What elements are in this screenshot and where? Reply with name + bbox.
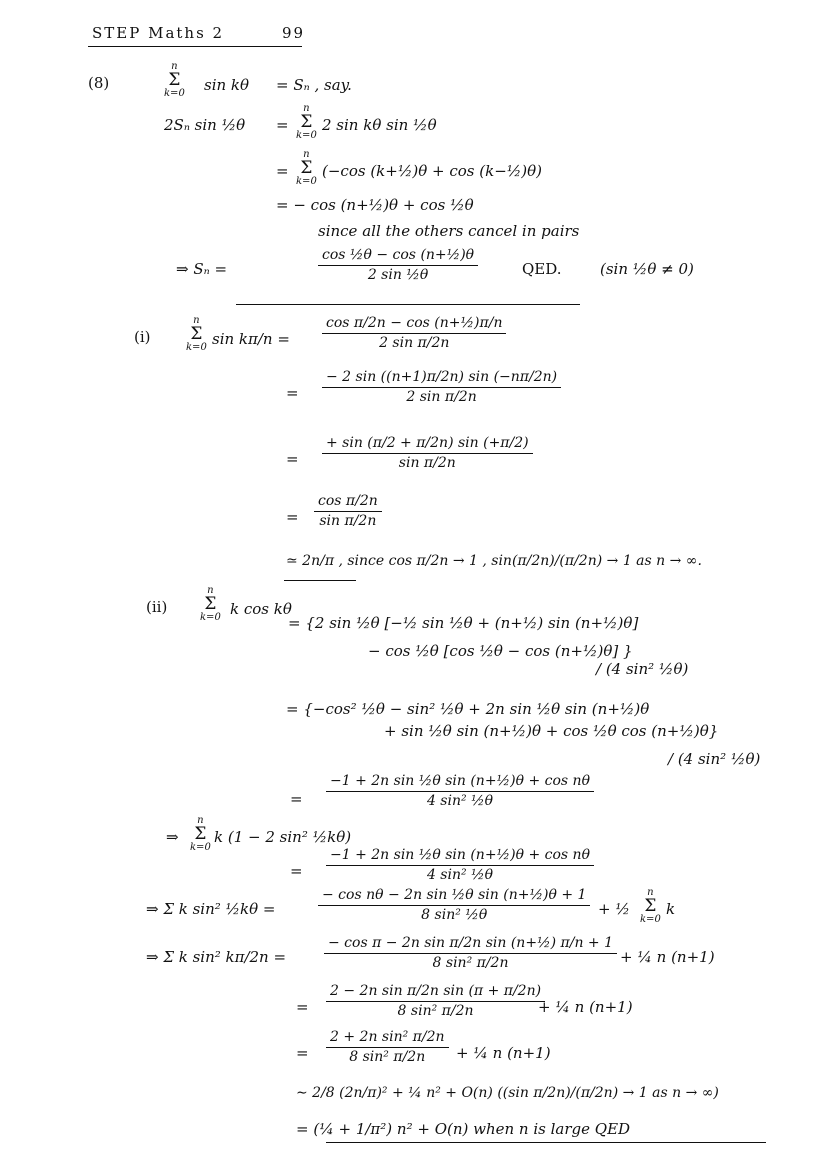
part-ii-g-tail: + ¼ n (n+1): [538, 998, 633, 1016]
intro-l5: since all the others cancel in pairs: [318, 222, 580, 240]
intro-l2-lhs: 2Sₙ sin ½θ: [164, 116, 246, 134]
part-ii-fraction-h: 2 + 2n sin² π/2n 8 sin² π/2n: [326, 1030, 449, 1066]
sum-sign: n Σ k=0: [186, 315, 207, 353]
equals-sign: =: [290, 790, 303, 808]
sum-sign: n Σ k=0: [296, 103, 317, 141]
part-i-approx: ≃ 2n/π , since cos π/2n → 1 , sin(π/2n)/(π/2n) → 1 as n → ∞.: [286, 553, 702, 569]
part-i-fraction-2: − 2 sin ((n+1)π/2n) sin (−nπ/2n) 2 sin π/2n: [322, 370, 561, 406]
sum-sign: n Σ k=0: [164, 61, 185, 99]
intro-condition: (sin ½θ ≠ 0): [600, 260, 694, 278]
intro-l2-rhs: 2 sin kθ sin ½θ: [322, 116, 437, 134]
part-ii-b2: + sin ½θ sin (n+½)θ + cos ½θ cos (n+½)θ}: [384, 722, 719, 740]
sum-sign: n Σ k=0: [200, 585, 221, 623]
part-ii-j-line: = (¼ + 1/π²) n² + O(n) when n is large QED: [296, 1120, 631, 1138]
approx-underline: [284, 580, 356, 581]
sum-sign: n Σ k=0: [640, 887, 661, 925]
equals-sign: =: [276, 116, 289, 134]
header-underline: [88, 46, 302, 47]
part-ii-b1: = {−cos² ½θ − sin² ½θ + 2n sin ½θ sin (n+½)θ: [286, 700, 650, 718]
part-ii-a1: = {2 sin ½θ [−½ sin ½θ + (n+½) sin (n+½)θ]: [288, 614, 639, 632]
part-i-fraction-4: cos π/2n sin π/2n: [314, 494, 382, 530]
part-ii-fraction-e: − cos nθ − 2n sin ½θ sin (n+½)θ + 1 8 sin² ½θ: [318, 888, 590, 924]
part-ii-f-lhs: ⇒ Σ k sin² kπ/2n =: [146, 948, 287, 966]
part-ii-a3: / (4 sin² ½θ): [596, 660, 689, 678]
intro-l3-rhs: (−cos (k+½)θ + cos (k−½)θ): [322, 162, 543, 180]
intro-rhs: = Sₙ , say.: [276, 76, 352, 94]
part-ii-fraction-g: 2 − 2n sin π/2n sin (π + π/2n) 8 sin² π/2n: [326, 984, 545, 1020]
part-ii-label: (ii): [146, 598, 168, 616]
part-i-fraction-1: cos π/2n − cos (n+½)π/n 2 sin π/2n: [322, 316, 506, 352]
part-ii-i-line: ∼ 2/8 (2n/π)² + ¼ n² + O(n) ((sin π/2n)/(π/2n) → 1 as n → ∞): [296, 1085, 719, 1101]
part-ii-fraction-c: −1 + 2n sin ½θ sin (n+½)θ + cos nθ 4 sin² ½θ: [326, 774, 594, 810]
equals-sign: =: [290, 862, 303, 880]
part-i-fraction-3: + sin (π/2 + π/2n) sin (+π/2) sin π/2n: [322, 436, 533, 472]
part-i-sum: sin kπ/n =: [212, 330, 290, 348]
equals-sign: =: [286, 450, 299, 468]
equals-sign: =: [296, 998, 309, 1016]
sum-sign: n Σ k=0: [190, 815, 211, 853]
equals-sign: =: [286, 384, 299, 402]
part-ii-sum: k cos kθ: [230, 600, 292, 618]
intro-l4: = − cos (n+½)θ + cos ½θ: [276, 196, 474, 214]
part-ii-e-tail-k: k: [666, 900, 676, 918]
part-ii-f-tail: + ¼ n (n+1): [620, 948, 715, 966]
intro-sum: sin kθ: [204, 76, 250, 94]
equals-sign: =: [286, 508, 299, 526]
sum-sign: n Σ k=0: [296, 149, 317, 187]
part-ii-e-lhs: ⇒ Σ k sin² ½kθ =: [146, 900, 276, 918]
question-label: (8): [88, 74, 110, 92]
part-ii-fraction-f: − cos π − 2n sin π/2n sin (n+½) π/n + 1 8 sin² π/2n: [324, 936, 617, 972]
part-ii-d-sum: k (1 − 2 sin² ½kθ): [214, 828, 352, 846]
intro-l6-lhs: ⇒ Sₙ =: [176, 260, 228, 278]
equals-sign: =: [276, 162, 289, 180]
part-ii-b3: / (4 sin² ½θ): [668, 750, 761, 768]
header-title: STEP Maths 2: [92, 24, 225, 42]
intro-l6-fraction: cos ½θ − cos (n+½)θ 2 sin ½θ: [318, 248, 478, 284]
part-ii-e-tail: + ½: [598, 900, 630, 918]
header-year: 99: [282, 24, 306, 42]
equals-sign: =: [296, 1044, 309, 1062]
part-ii-fraction-d: −1 + 2n sin ½θ sin (n+½)θ + cos nθ 4 sin² ½θ: [326, 848, 594, 884]
section-divider: [236, 304, 580, 305]
part-i-label: (i): [134, 328, 151, 346]
part-ii-d-lhs: ⇒: [166, 828, 179, 846]
part-ii-h-tail: + ¼ n (n+1): [456, 1044, 551, 1062]
final-underline: [326, 1142, 766, 1143]
part-ii-a2: − cos ½θ [cos ½θ − cos (n+½)θ] }: [368, 642, 633, 660]
qed-mark: QED.: [522, 260, 562, 278]
